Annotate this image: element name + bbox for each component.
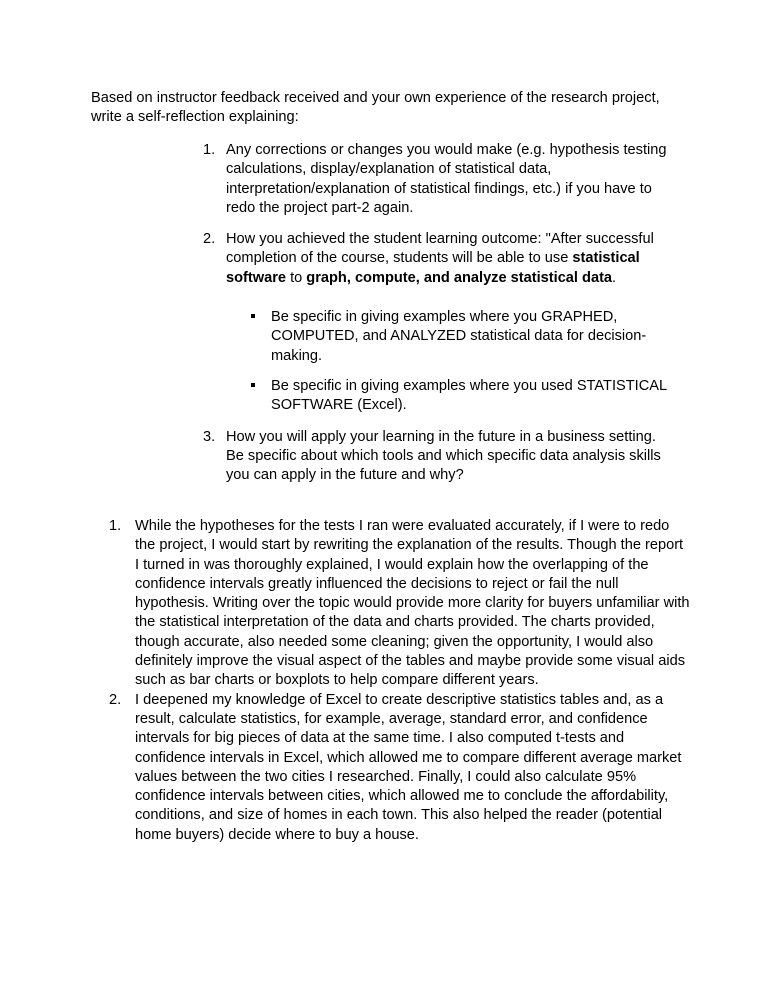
- sub-item-text: Be specific in giving examples where you GRAPHED, COMPUTED, and ANALYZED statistical data for decision-making.: [271, 309, 647, 364]
- sub-item: [226, 377, 677, 416]
- answer-number: 2.: [109, 691, 122, 708]
- prompt-item-1: [187, 141, 677, 218]
- answer-text: While the hypotheses for the tests I ran were evaluated accurately, if I were to redo the project, I would start by rewriting the explanation of the results. Though the report I turned in was thoroughly explained, I would explain how the overlapping of the confidence intervals greatly influenced the decisions to reject or fail the null hypothesis. Writing over the topic would provide more clarity for buyers unfamiliar with the statistical interpretation of the data and charts provided. The charts provided, though accurate, also needed some cleaning; given the opportunity, I would also definitely improve the visual aspect of the tables and maybe provide some visual aids such as bar charts or boxplots to help compare different years.: [135, 518, 690, 689]
- answer-text: I deepened my knowledge of Excel to create descriptive statistics tables and, as a result, calculate statistics, for example, average, standard error, and confidence intervals for big pieces of data at the same time. I also computed t-tests and confidence intervals in Excel, which allowed me to compare different average market values between the two cities I researched. Finally, I could also calculate 95% confidence intervals between cities, which allowed me to conclude the affordability, conditions, and size of homes in each town. This also helped the reader (potential home buyers) decide where to buy a house.: [135, 691, 682, 843]
- prompt-item-2: [187, 230, 677, 415]
- answer-item-2: [91, 691, 691, 845]
- sub-item-text: Be specific in giving examples where you used STATISTICAL SOFTWARE (Excel).: [271, 377, 667, 414]
- prompt-text: to: [286, 269, 307, 286]
- square-bullet-icon: [251, 314, 255, 318]
- prompt-text: How you achieved the student learning outcome: "After successful completion of the course, students will be able to use: [226, 231, 654, 267]
- prompt-number: 3.: [203, 428, 216, 445]
- prompt-text: Any corrections or changes you would make (e.g. hypothesis testing calculations, display/explanation of statistical data, interpretation/explanation of statistical findings, etc.) if you have to redo the project part-2 again.: [226, 142, 667, 216]
- prompt-text: How you will apply your learning in the future in a business setting. Be specific about which tools and which specific data analysis skills you can apply in the future and why?: [226, 428, 661, 484]
- prompt-number: 2.: [203, 231, 216, 248]
- square-bullet-icon: [251, 383, 255, 387]
- prompt-text: .: [612, 269, 617, 286]
- sub-item: [226, 308, 677, 366]
- answer-list: [91, 517, 691, 845]
- prompt-sub-list: [226, 308, 677, 415]
- prompt-item-3: [187, 428, 677, 486]
- intro-paragraph: Based on instructor feedback received and your own experience of the research project, write a self-reflection explaining:: [91, 90, 660, 126]
- prompt-list: [187, 141, 677, 497]
- bold-phrase: statistical software: [226, 250, 640, 286]
- answer-item-1: [91, 517, 691, 691]
- answer-number: 1.: [109, 518, 122, 534]
- bold-phrase: graph, compute, and analyze statistical data: [306, 269, 613, 286]
- prompt-number: 1.: [203, 142, 216, 158]
